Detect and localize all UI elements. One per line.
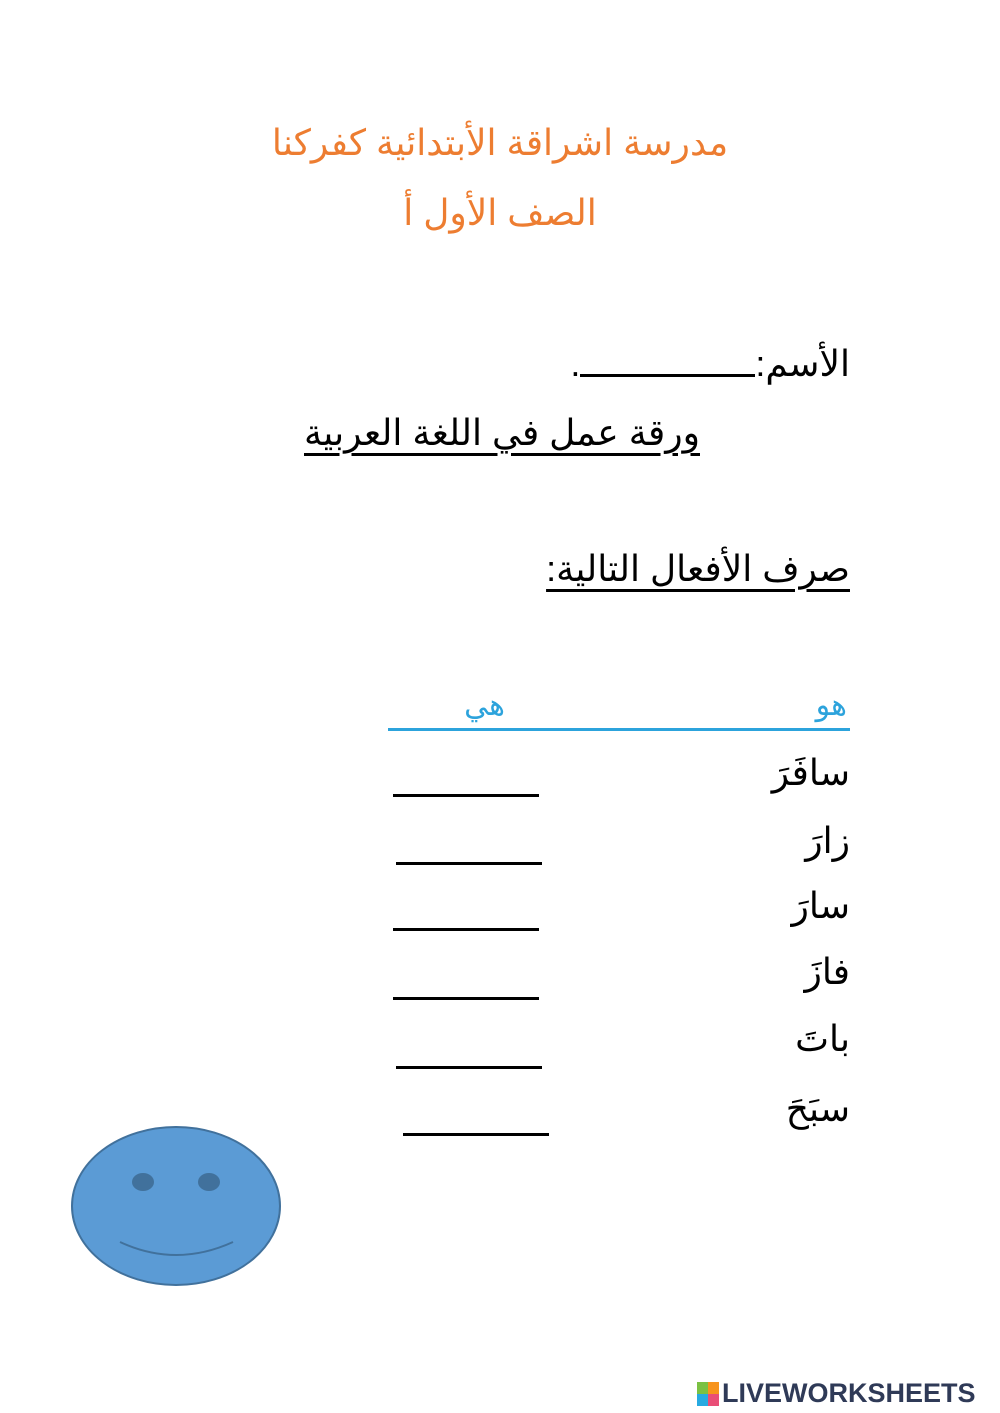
answer-blank[interactable] (403, 1133, 549, 1136)
verb-item: فازَ (804, 951, 850, 992)
answer-blank[interactable] (396, 862, 542, 865)
instruction-text: صرف الأفعال التالية: (546, 548, 850, 589)
school-name: مدرسة اشراقة الأبتدائية كفركنا (271, 122, 729, 163)
verb-item: سبَحَ (785, 1088, 850, 1129)
grade-label: الصف الأول أ (403, 192, 597, 233)
column-header-masculine: هو (815, 689, 847, 722)
answer-blank[interactable] (396, 1066, 542, 1069)
answer-blank[interactable] (393, 928, 539, 931)
verb-item: باتَ (795, 1018, 850, 1059)
worksheet-title: ورقة عمل في اللغة العربية (304, 412, 700, 453)
answer-blank[interactable] (393, 997, 539, 1000)
column-header-feminine: هي (464, 689, 505, 722)
student-name-field (570, 338, 850, 385)
student-name-label: الأسم: (755, 343, 850, 384)
column-header-underline (388, 728, 850, 731)
verb-item: سارَ (791, 885, 850, 926)
liveworksheets-logo (697, 1378, 976, 1409)
student-name-terminator: . (570, 343, 581, 384)
liveworksheets-logo-icon (697, 1382, 719, 1406)
verb-item: سافَرَ (771, 752, 850, 793)
answer-blank[interactable] (393, 794, 539, 797)
verb-item: زارَ (805, 820, 850, 861)
smiley-face-icon (66, 1120, 288, 1292)
student-name-blank[interactable] (580, 338, 755, 377)
liveworksheets-logo-text: LIVEWORKSHEETS (722, 1378, 976, 1408)
